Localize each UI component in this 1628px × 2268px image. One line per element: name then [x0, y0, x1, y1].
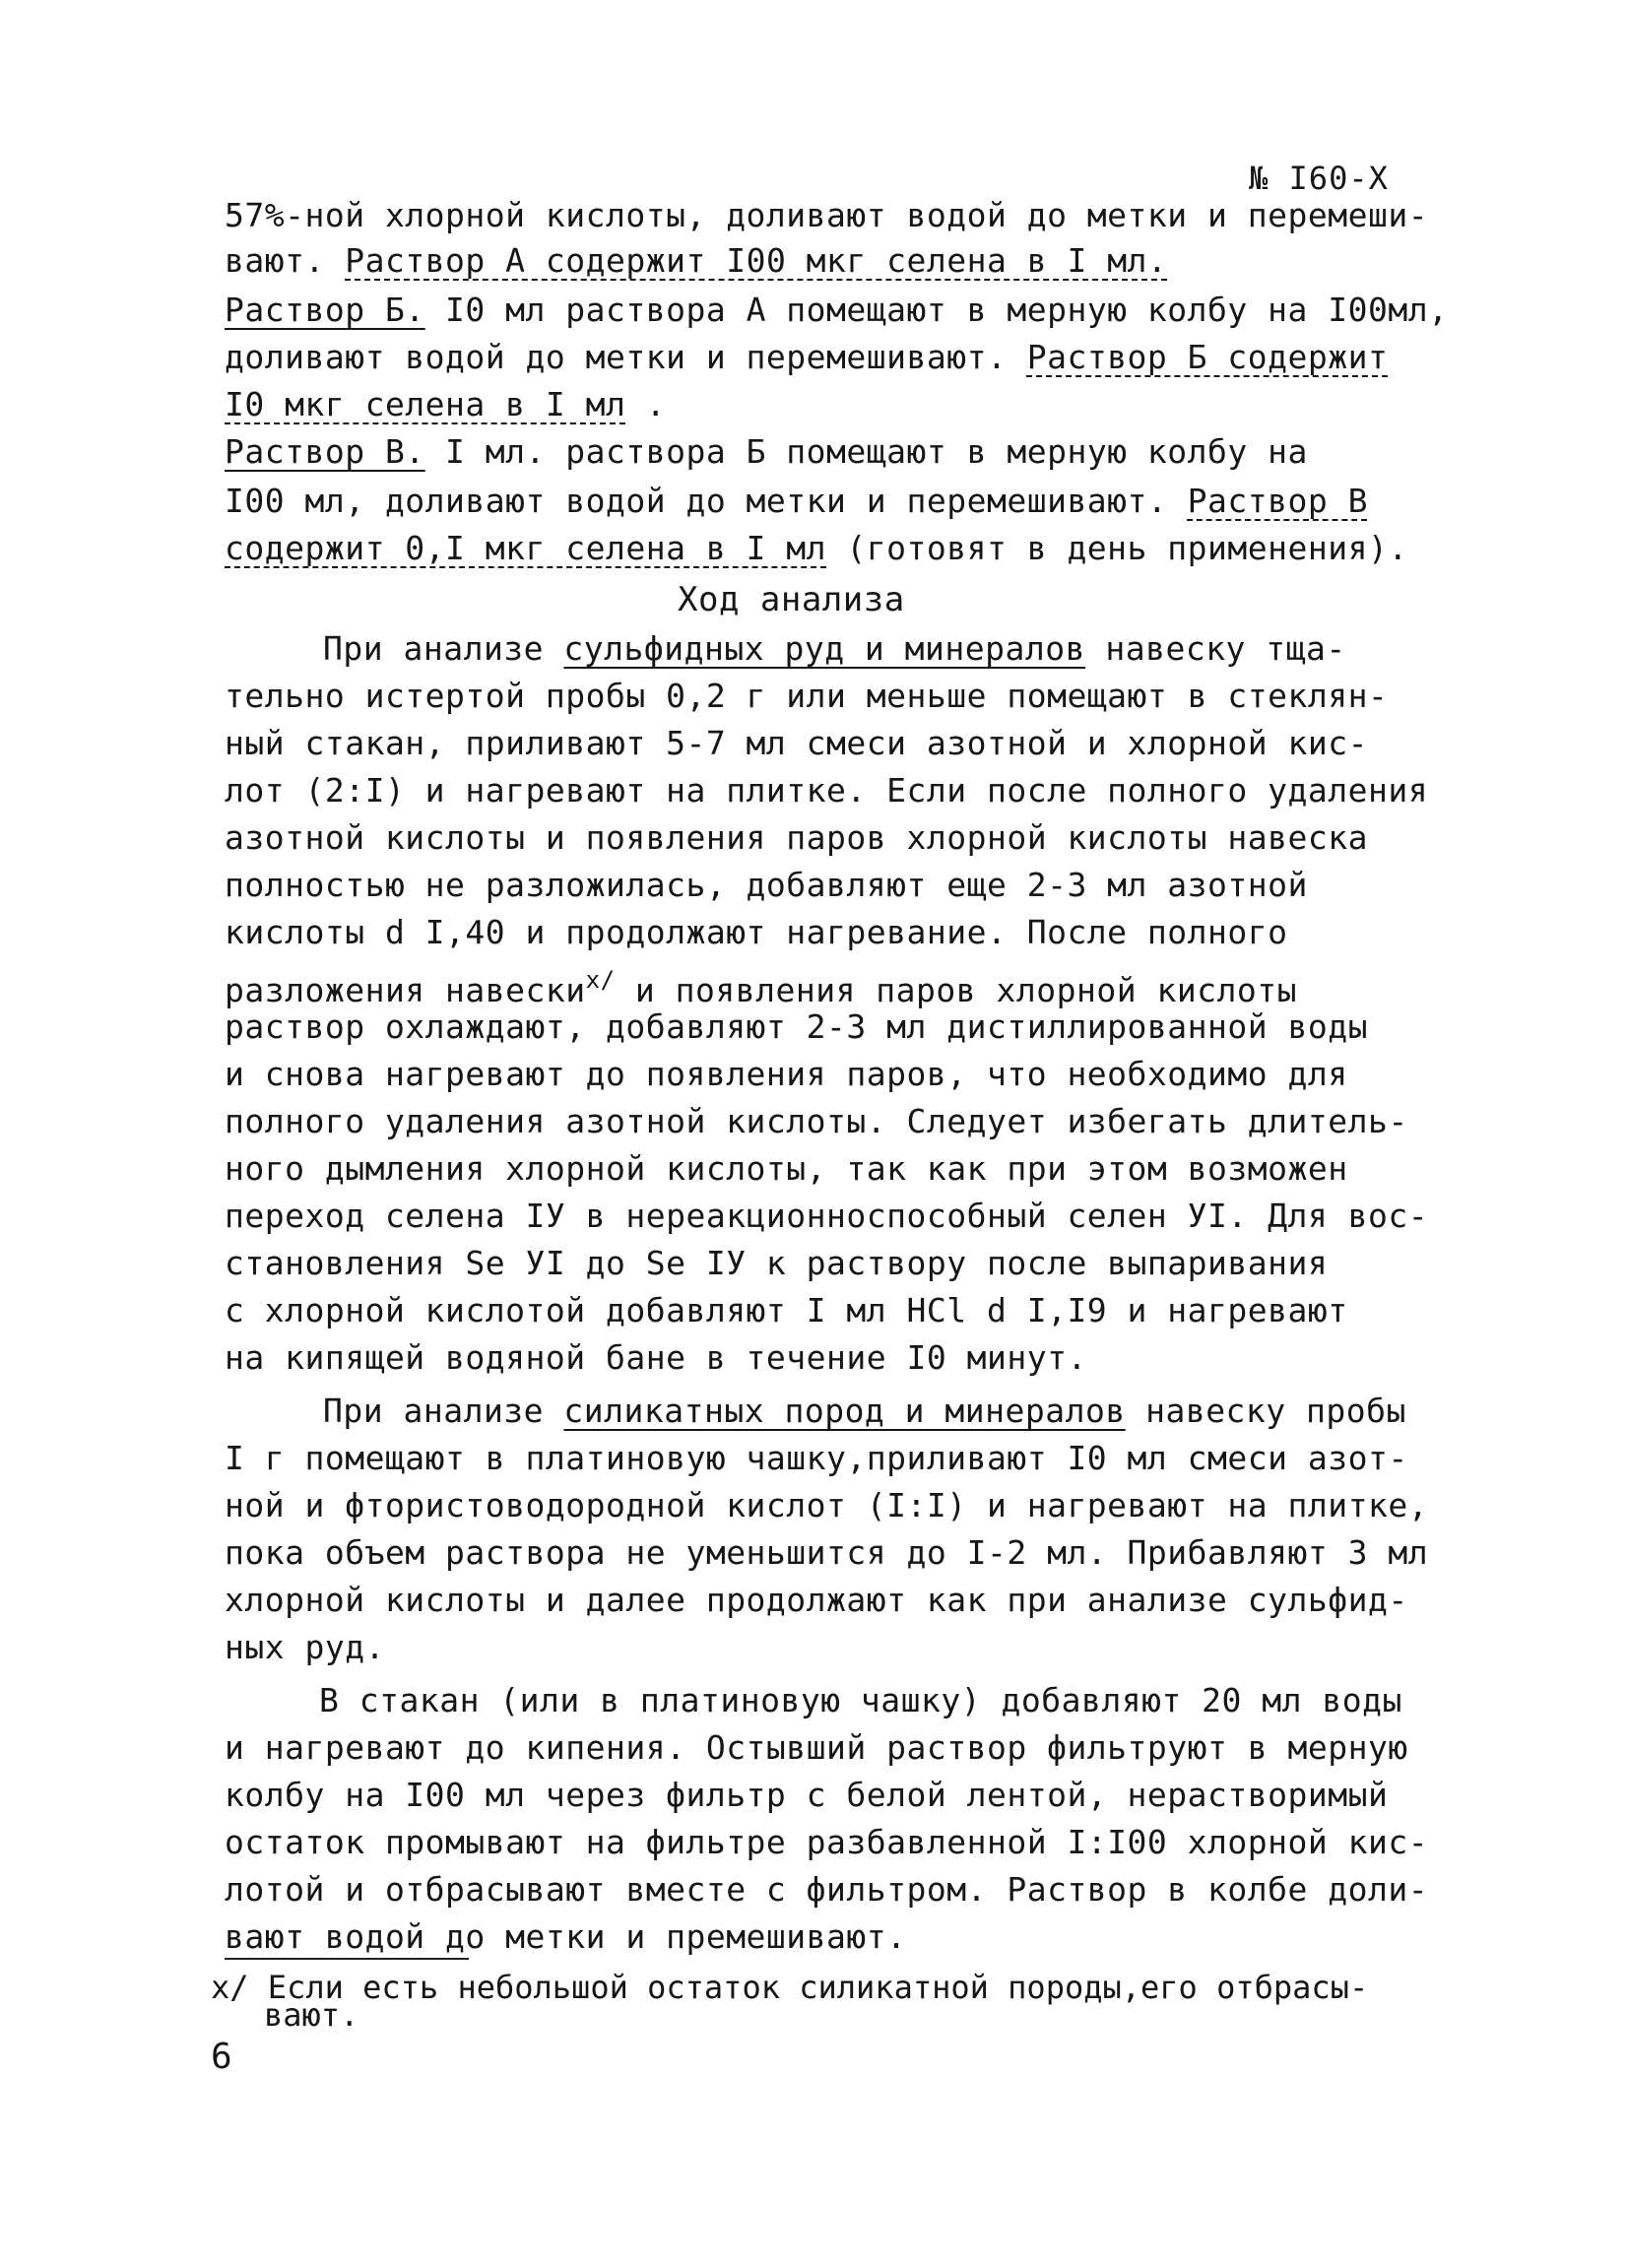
section-heading: Ход анализа	[678, 580, 905, 619]
text-line: лот (2:I) и нагревают на плитке. Если после полного удаления	[225, 771, 1429, 810]
footnote-text-continued: вают.	[264, 1996, 359, 2034]
text-line: тельно истертой пробы 0,2 г или меньше помещают в стеклян-	[225, 677, 1389, 715]
text-line: вают. Раствор А содержит I00 мкг селена в I мл.	[225, 241, 1168, 280]
text-line: ных руд.	[225, 1628, 385, 1666]
text-line: 57%-ной хлорной кислоты, доливают водой до метки и перемеши-	[225, 196, 1429, 234]
underlined-text: Раствор В	[1187, 482, 1368, 520]
text-line: При анализе силикатных пород и минералов навеску пробы	[323, 1392, 1406, 1430]
text-line: ной и фтористоводородной кислот (I:I) и нагревают на плитке,	[225, 1486, 1429, 1524]
text-line: доливают водой до метки и перемешивают. Раствор Б содержит	[225, 338, 1389, 376]
underlined-text: Раствор Б содержит	[1026, 338, 1389, 376]
text-line: Раствор В. I мл. раствора Б помещают в мерную колбу на	[225, 432, 1308, 471]
text-line: ный стакан, приливают 5-7 мл смеси азотной и хлорной кис-	[225, 724, 1368, 762]
footnote-divider	[225, 1958, 469, 1960]
text-line: I00 мл, доливают водой до метки и перемешивают. Раствор В	[225, 482, 1368, 520]
text-line: ного дымления хлорной кислоты, так как при этом возможен	[225, 1149, 1348, 1188]
text-line: I0 мкг селена в I мл .	[225, 385, 667, 423]
text-line: раствор охлаждают, добавляют 2-3 мл дистиллированной воды	[225, 1007, 1368, 1046]
page-number: 6	[211, 2037, 232, 2077]
underlined-text: I0 мкг селена в I мл	[225, 385, 626, 423]
text-line: хлорной кислоты и далее продолжают как при анализе сульфид-	[225, 1581, 1408, 1619]
text-line: пока объем раствора не уменьшится до I-2 мл. Прибавляют 3 мл	[225, 1533, 1429, 1572]
text-line: содержит 0,I мкг селена в I мл (готовят в день применения).	[225, 529, 1408, 567]
underlined-text: содержит 0,I мкг селена в I мл	[225, 529, 827, 567]
text-line: полного удаления азотной кислоты. Следует избегать длитель-	[225, 1102, 1408, 1140]
text-line: и нагревают до кипения. Остывший раствор фильтруют в мерную	[225, 1728, 1408, 1767]
text-line: I г помещают в платиновую чашку,приливают I0 мл смеси азот-	[225, 1439, 1408, 1477]
document-number: № I60-Х	[1249, 160, 1389, 197]
underlined-text: Раствор В.	[225, 432, 425, 471]
text-line: колбу на I00 мл через фильтр с белой лентой, нерастворимый	[225, 1776, 1389, 1814]
text-line: разложения навески$^{x/}$ и появления паров хлорной кислоты	[225, 966, 1298, 1009]
text-line: становления Se УI до Se IУ к раствору после выпаривания	[225, 1244, 1329, 1282]
underlined-text: сульфидных руд и минералов	[563, 629, 1085, 668]
text-line: переход селена IУ в нереакционноспособный селен УI. Для вос-	[225, 1197, 1429, 1235]
underlined-text: силикатных пород и минералов	[563, 1392, 1126, 1430]
text-line: вают водой до метки и премешивают.	[225, 1917, 907, 1956]
footnote-text: x/ Если есть небольшой остаток силикатной породы,его отбрасы-	[211, 1969, 1369, 2006]
text-line: В стакан (или в платиновую чашку) добавляют 20 мл воды	[319, 1681, 1402, 1719]
text-line: полностью не разложилась, добавляют еще 2-3 мл азотной	[225, 866, 1308, 904]
text-line: При анализе сульфидных руд и минералов навеску тща-	[323, 629, 1346, 668]
underlined-text: Раствор Б.	[225, 291, 425, 329]
text-line: лотой и отбрасывают вместе с фильтром. Раствор в колбе доли-	[225, 1870, 1429, 1909]
text-line: с хлорной кислотой добавляют I мл HCl d I,I9 и нагревают	[225, 1291, 1348, 1329]
text-line: кислоты d I,40 и продолжают нагревание. После полного	[225, 913, 1288, 951]
text-line: и снова нагревают до появления паров, что необходимо для	[225, 1055, 1348, 1093]
underlined-text: Раствор А содержит I00 мкг селена в I мл.	[345, 241, 1168, 280]
text-line: азотной кислоты и появления паров хлорной кислоты навеска	[225, 818, 1368, 857]
text-line: Раствор Б. I0 мл раствора А помещают в мерную колбу на I00мл,	[225, 291, 1449, 329]
text-line: на кипящей водяной бане в течение I0 минут.	[225, 1338, 1087, 1377]
text-line: остаток промывают на фильтре разбавленной I:I00 хлорной кис-	[225, 1823, 1429, 1861]
footnote-marker: x/	[585, 966, 616, 994]
